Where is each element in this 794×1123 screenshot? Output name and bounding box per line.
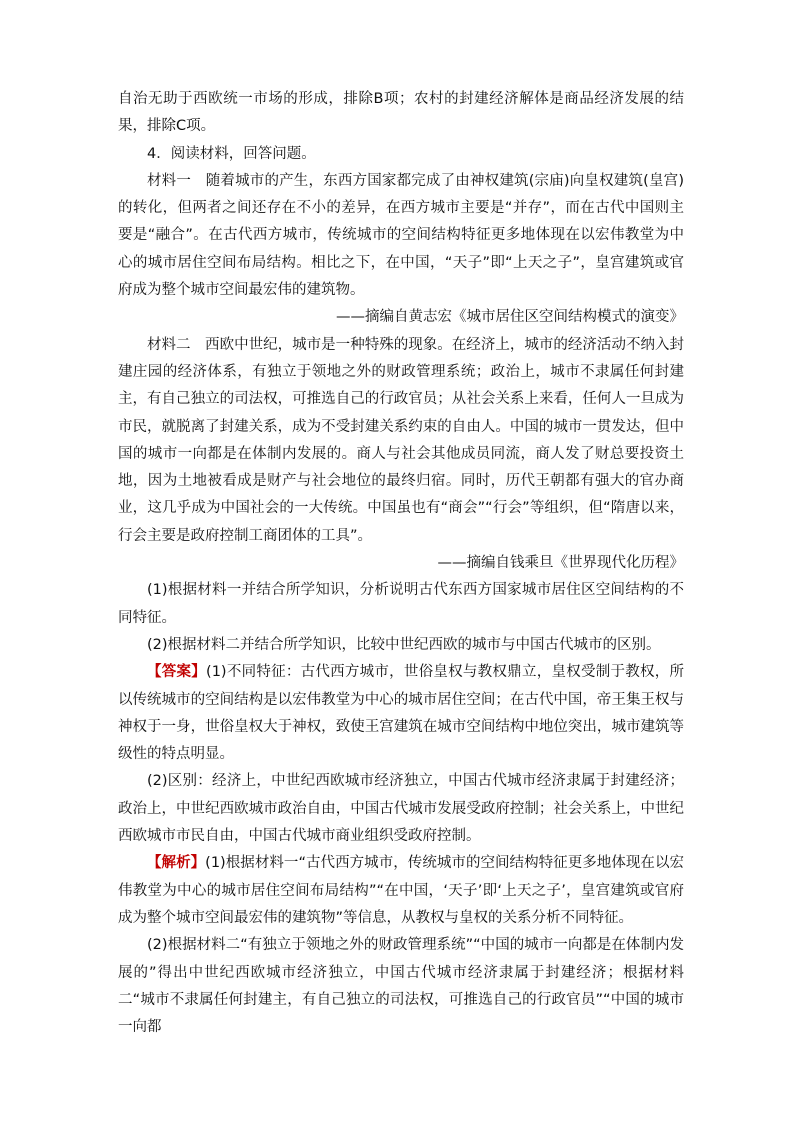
question-two: (2)根据材料二并结合所学知识，比较中世纪西欧的城市与中国古代城市的区别。 bbox=[147, 636, 661, 653]
analysis-part-two: (2)根据材料二“有独立于领地之外的财政管理系统”“中国的城市一向都是在体制内发展的”得出中世纪西欧城市经济独立，中国古代城市经济隶属于封建经济；根据材料二“城市不隶属任何封建主，有自己独立的司法权，可推选自己的行政官员”“中国的城市一向都 bbox=[118, 937, 684, 1036]
material-one-text: 材料一 随着城市的产生，东西方国家都完成了由神权建筑(宗庙)向皇权建筑(皇宫)的转化，但两者之间还存在不小的差异，在西方城市主要是“并存”，而在古代中国则主要是“融合”。在古代西方城市，传统城市的空间结构特征更多地体现在以宏伟教堂为中心的城市居住空间布局结构。相比之下，在中国，“天子”即“上天之子”，皇宫建筑或官府成为整个城市空间最宏伟的建筑物。 bbox=[118, 172, 684, 299]
material-two-text: 材料二 西欧中世纪，城市是一种特殊的现象。在经济上，城市的经济活动不纳入封建庄园的经济体系，有独立于领地之外的财政管理系统；政治上，城市不隶属任何封建主，有自己独立的司法权，可推选自己的行政官员；从社会关系上来看，任何人一旦成为市民，就脱离了封建关系，成为不受封建关系约束的自由人。中国的城市一贯发达，但中国的城市一向都是在体制内发展的。商人与社会其他成员同流，商人发了财总要投资土地，因为土地被看成是财产与社会地位的最终归宿。同时，历代王朝都有强大的官办商业，这几乎成为中国社会的一大传统。中国虽也有“商会”“行会”等组织，但“隋唐以来，行会主要是政府控制工商团体的工具”。 bbox=[118, 336, 684, 544]
intro-paragraph: 自治无助于西欧统一市场的形成，排除B项；农村的封建经济解体是商品经济发展的结果，排除C项。 bbox=[118, 91, 684, 135]
answer-part-two: (2)区别：经济上，中世纪西欧城市经济独立，中国古代城市经济隶属于封建经济；政治上，中世纪西欧城市政治自由，中国古代城市发展受政府控制；社会关系上，中世纪西欧城市市民自由，中国古代城市商业组织受政府控制。 bbox=[118, 773, 684, 845]
document-page bbox=[118, 86, 684, 1041]
analysis-label: 【解析】 bbox=[147, 855, 206, 872]
answer-part-one bbox=[118, 659, 684, 768]
answer-label: 【答案】 bbox=[147, 664, 207, 681]
answer-part-one-text: (1)不同特征：古代西方城市，世俗皇权与教权鼎立，皇权受制于教权，所以传统城市的空间结构是以宏伟教堂为中心的城市居住空间；在古代中国，帝王集王权与神权于一身，世俗皇权大于神权，致使王宫建筑在城市空间结构中地位突出，城市建筑等级性的特点明显。 bbox=[118, 664, 684, 763]
analysis-part-one-text: (1)根据材料一“古代西方城市，传统城市的空间结构特征更多地体现在以宏伟教堂为中心的城市居住空间布局结构”“在中国，‘天子’即‘上天之子’，皇宫建筑或官府成为整个城市空间最宏伟的建筑物”等信息，从教权与皇权的关系分析不同特征。 bbox=[118, 855, 684, 926]
question-title: 4．阅读材料，回答问题。 bbox=[147, 145, 316, 162]
material-one-source: ——摘编自黄志宏《城市居住区空间结构模式的演变》 bbox=[336, 309, 684, 326]
analysis-part-one bbox=[118, 850, 684, 932]
question-one: (1)根据材料一并结合所学知识，分析说明古代东西方国家城市居住区空间结构的不同特征。 bbox=[118, 582, 684, 626]
material-two-source: ——摘编自钱乘旦《世界现代化历程》 bbox=[437, 555, 684, 572]
